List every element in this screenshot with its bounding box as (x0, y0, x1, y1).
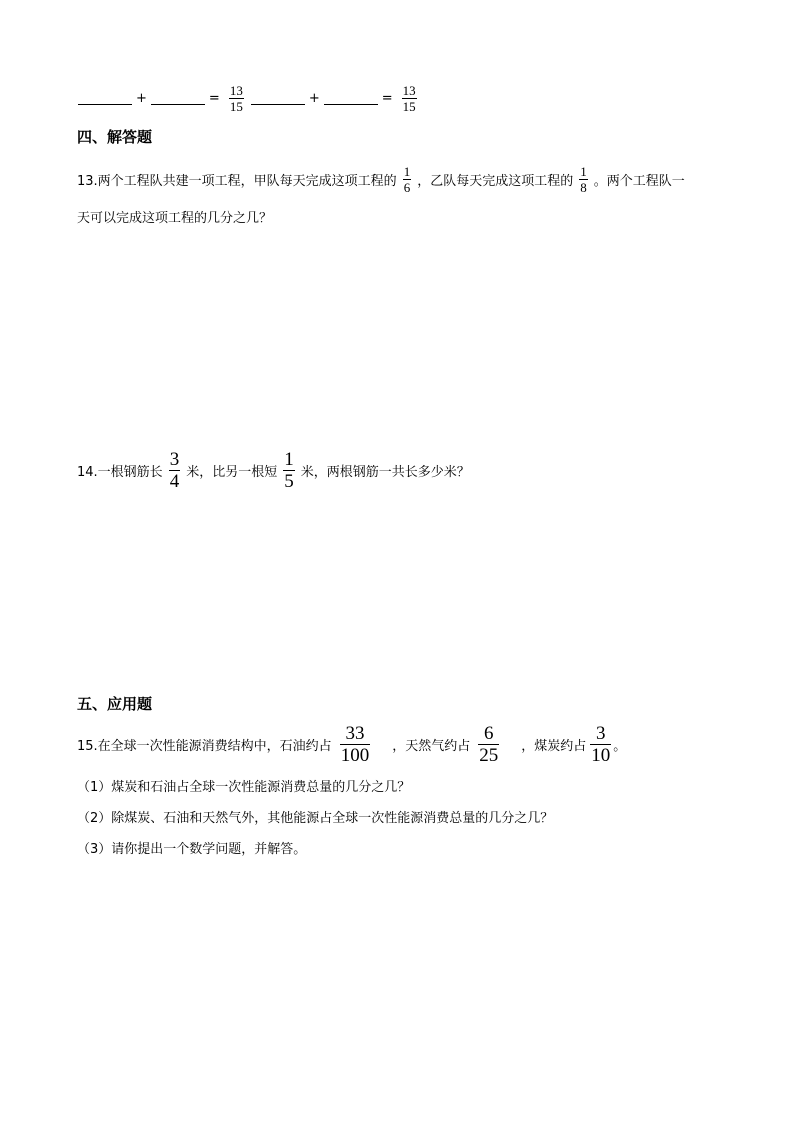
fraction (169, 450, 181, 491)
question-text: 米，比另一根短 (186, 465, 278, 480)
section-heading: 四、解答题 (77, 128, 153, 146)
question-text: 15.在全球一次性能源消费结构中，石油约占 (77, 739, 332, 754)
question-text: 。两个工程队一 (593, 174, 685, 189)
answer-blank[interactable] (78, 92, 132, 105)
numerator: 33 (345, 723, 365, 744)
question-text: ，天然气约占 (392, 739, 471, 754)
question-text: 。 (613, 739, 627, 754)
question-13-line-2: 天可以完成这项工程的几分之几？ (77, 211, 273, 226)
question-15-sub-2: （2）除煤炭、石油和天然气外，其他能源占全球一次性能源消费总量的几分之几？ (77, 811, 554, 826)
question-text: 米，两根钢筋一共长多少米？ (300, 465, 470, 480)
denominator: 5 (284, 471, 294, 492)
denominator: 15 (229, 99, 243, 114)
fill-in-line (77, 84, 423, 113)
numerator: 6 (483, 723, 494, 744)
plus-sign: + (136, 91, 147, 106)
question-text: 13.两个工程队共建一项工程，甲队每天完成这项工程的 (77, 174, 397, 189)
denominator: 6 (403, 180, 411, 195)
denominator: 15 (402, 99, 416, 114)
answer-blank[interactable] (151, 92, 205, 105)
denominator: 100 (340, 745, 370, 766)
denominator: 4 (169, 471, 180, 492)
fraction (229, 84, 244, 113)
denominator: 8 (580, 180, 587, 195)
numerator: 1 (403, 164, 411, 179)
denominator: 25 (479, 745, 499, 766)
fraction (478, 724, 499, 765)
equals-sign: = (381, 91, 393, 106)
question-15 (77, 724, 626, 765)
numerator: 1 (284, 449, 294, 470)
fraction (590, 724, 611, 765)
question-text: ，乙队每天完成这项工程的 (417, 174, 574, 189)
numerator: 1 (580, 164, 587, 179)
fraction (402, 84, 417, 113)
numerator: 3 (169, 449, 180, 470)
question-text: 14.一根钢筋长 (77, 465, 163, 480)
section-heading: 五、应用题 (77, 695, 153, 713)
denominator: 10 (591, 745, 611, 766)
question-text: ，煤炭约占 (521, 739, 587, 754)
fraction (579, 165, 588, 194)
question-15-sub-1: （1）煤炭和石油占全球一次性能源消费总量的几分之几？ (77, 780, 411, 795)
answer-blank[interactable] (251, 92, 305, 105)
fraction (340, 724, 371, 765)
plus-sign: + (308, 91, 320, 106)
fraction (403, 165, 412, 194)
numerator: 13 (229, 83, 243, 98)
numerator: 3 (595, 723, 606, 744)
question-14 (77, 450, 470, 491)
answer-blank[interactable] (324, 92, 378, 105)
fraction (283, 450, 295, 491)
equals-sign: = (208, 91, 220, 106)
question-13-line-1 (77, 165, 685, 194)
question-15-sub-3: （3）请你提出一个数学问题，并解答。 (77, 842, 307, 857)
numerator: 13 (402, 83, 416, 98)
